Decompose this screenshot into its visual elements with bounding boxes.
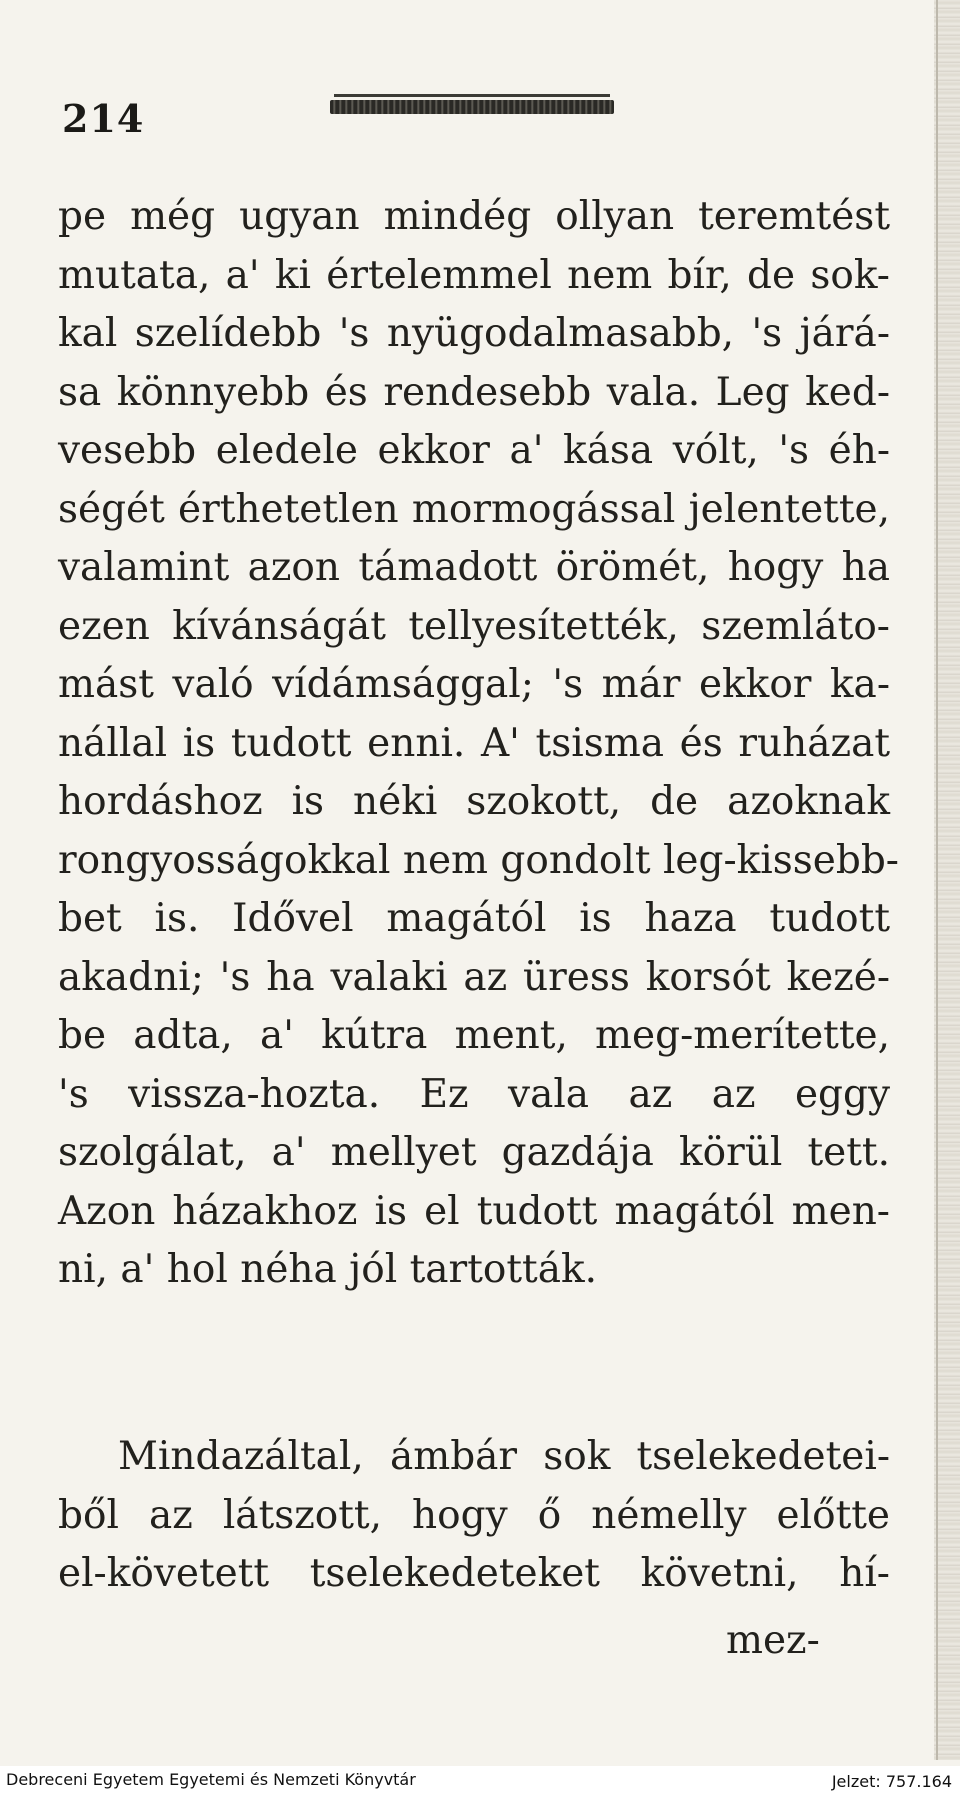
text-line: vesebb eledele ekkor a' kása vólt, 's éh-	[58, 428, 890, 473]
catchword: mez-	[726, 1618, 820, 1663]
footer-shelfmark: Jelzet: 757.164	[831, 1772, 952, 1791]
text-line: valamint azon támadott örömét, hogy ha	[58, 545, 890, 590]
paragraph-2	[58, 1428, 890, 1604]
page-edge-line	[936, 0, 938, 1760]
text-line: akadni; 's ha valaki az üress korsót kezé-	[58, 954, 890, 1000]
page-number: 214	[62, 96, 145, 141]
header-rule-top	[334, 94, 610, 97]
text-line: bet is. Idővel magától is haza tudott	[58, 896, 890, 941]
text-line: rongyosságokkal nem gondolt leg-kissebb-	[58, 837, 899, 883]
text-line: szolgálat, a' mellyet gazdája körül tett.	[58, 1130, 890, 1175]
text-line: kal szelídebb 's nyügodalmasabb, 's járá-	[58, 311, 890, 356]
text-line: ni, a' hol néha jól tartották.	[58, 1247, 597, 1292]
text-line: ből az látszott, hogy ő némelly előtte	[58, 1492, 890, 1538]
text-line: nállal is tudott enni. A' tsisma és ruházat	[58, 720, 890, 766]
text-line: mutata, a' ki értelemmel nem bír, de sok-	[58, 252, 890, 298]
text-line: Mindazáltal, ámbár sok tselekedetei-	[118, 1434, 890, 1479]
text-line: pe még ugyan mindég ollyan teremtést	[58, 194, 890, 239]
text-line: be adta, a' kútra ment, meg-merítette,	[58, 1013, 890, 1058]
footer-library-name: Debreceni Egyetem Egyetemi és Nemzeti Könyvtár	[6, 1770, 416, 1789]
text-line: el-követett tselekedeteket követni, hí-	[58, 1551, 890, 1596]
text-line: hordáshoz is néki szokott, de azoknak	[58, 779, 890, 824]
text-line: sa könnyebb és rendesebb vala. Leg ked-	[58, 369, 890, 415]
text-line: ségét érthetetlen mormogással jelentette,	[58, 486, 890, 532]
header-rule	[330, 100, 614, 114]
text-line: 's vissza-hozta. Ez vala az az eggy	[58, 1071, 890, 1117]
paragraph-1	[58, 188, 899, 1300]
text-line: ezen kívánságát tellyesítették, szemláto-	[58, 603, 890, 649]
text-line: Azon házakhoz is el tudott magától men-	[58, 1188, 890, 1234]
text-line: mást való vídámsággal; 's már ekkor ka-	[58, 662, 890, 707]
footer-bar	[0, 1766, 960, 1793]
